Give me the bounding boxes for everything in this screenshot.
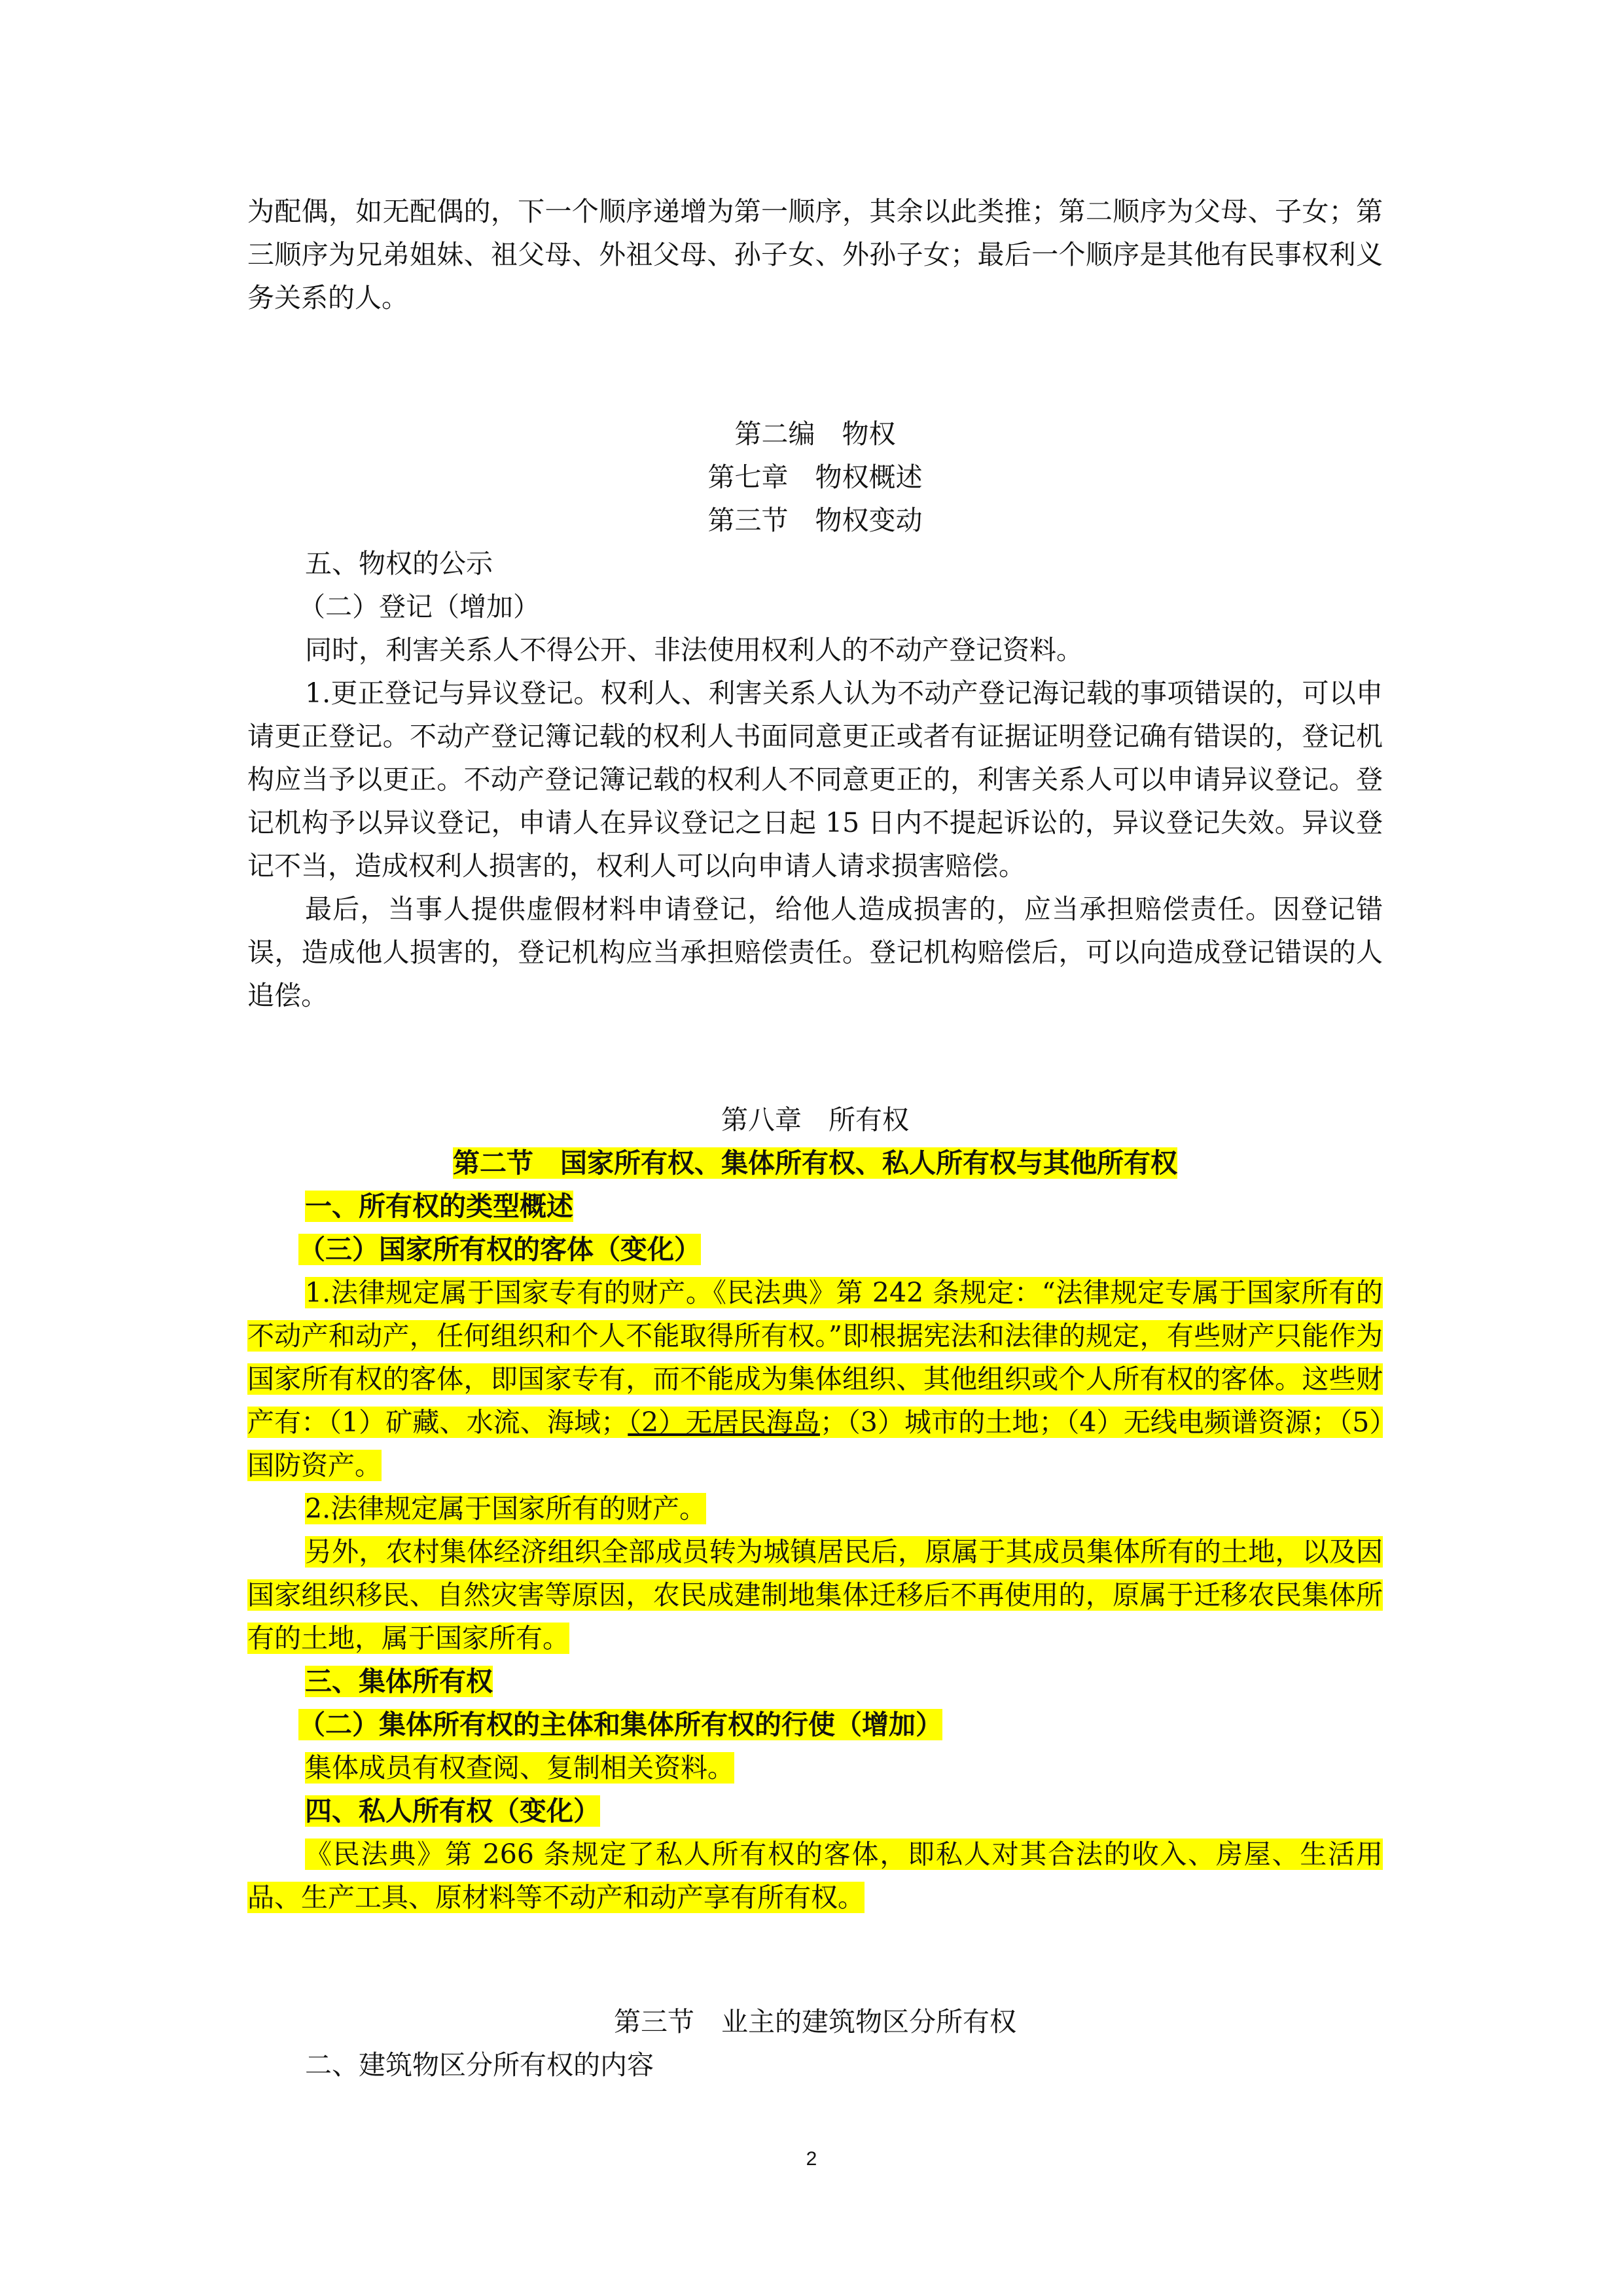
- heading-publicity: 五、物权的公示: [305, 548, 493, 579]
- heading-collective-subject-wrap: [247, 1703, 1383, 1746]
- heading-collective: 三、集体所有权: [305, 1666, 493, 1697]
- section2-title: 第二节 国家所有权、集体所有权、私人所有权与其他所有权: [453, 1147, 1177, 1179]
- intro-paragraph: 为配偶，如无配偶的，下一个顺序递增为第一顺序，其余以此类推；第二顺序为父母、子女；第三顺序为兄弟姐妹、祖父母、外祖父母、孙子女、外孙子女；最后一个顺序是其他有民事权利义务关系的人。: [247, 196, 1383, 314]
- chapter-title: 第七章 物权概述: [707, 461, 923, 493]
- paragraph-state-1-part-a: 1.法律规定属于国家专有的财产。《民法典》第 242 条规定：“法律规定专属于国家所有的不动产和动产，任何组织和个人不能取得所有权。”即根据宪法和法律的规定，有些财产只能作为国家所有权的客体，即国家专有，而不能成为集体组织、其他组织或个人所有权的客体。这些财产有：（1）矿藏、水流、海域；: [247, 1277, 1383, 1438]
- paragraph-state-2: 2.法律规定属于国家所有的财产。: [305, 1493, 707, 1524]
- paragraph-private-wrap: [247, 1833, 1383, 1919]
- paragraph-state-3: 另外，农村集体经济组织全部成员转为城镇居民后，原属于其成员集体所有的土地，以及因国家组织移民、自然灾害等原因，农民成建制地集体迁移后不再使用的，原属于迁移农民集体所有的土地，属于国家所有。: [247, 1536, 1383, 1654]
- section3-title: 第三节 业主的建筑物区分所有权: [614, 2006, 1016, 2037]
- paragraph-state-3-wrap: [247, 1530, 1383, 1660]
- paragraph-state-1-underlined: （2）无居民海岛: [628, 1407, 820, 1438]
- page-number: 2: [806, 2148, 817, 2170]
- heading-state-object-wrap: [247, 1228, 1383, 1271]
- paragraph-collective-wrap: [247, 1746, 1383, 1789]
- paragraph-1: 同时，利害关系人不得公开、非法使用权利人的不动产登记资料。: [305, 634, 1083, 666]
- paragraph-state-2-wrap: [247, 1487, 1383, 1530]
- section-title: 第三节 物权变动: [707, 505, 923, 536]
- chapter8-title: 第八章 所有权: [721, 1104, 909, 1136]
- heading-private: 四、私人所有权（变化）: [305, 1795, 600, 1827]
- section2-title-wrap: [247, 1141, 1383, 1185]
- part-title: 第二编 物权: [734, 418, 896, 450]
- paragraph-private: 《民法典》第 266 条规定了私人所有权的客体，即私人对其合法的收入、房屋、生活用品、生产工具、原材料等不动产和动产享有所有权。: [247, 1839, 1383, 1913]
- heading-collective-wrap: [247, 1660, 1383, 1703]
- paragraph-collective: 集体成员有权查阅、复制相关资料。: [305, 1752, 734, 1784]
- heading-building: 二、建筑物区分所有权的内容: [305, 2049, 654, 2081]
- heading-collective-subject: （二）集体所有权的主体和集体所有权的行使（增加）: [298, 1709, 942, 1740]
- heading-types: 一、所有权的类型概述: [305, 1191, 573, 1222]
- paragraph-3: 最后，当事人提供虚假材料申请登记，给他人造成损害的，应当承担赔偿责任。因登记错误，造成他人损害的，登记机构应当承担赔偿责任。登记机构赔偿后，可以向造成登记错误的人追偿。: [247, 893, 1383, 1011]
- paragraph-state-1-part-b: ；（3）城市的土地；（4）无线电频谱资源；（5）国防资产。: [247, 1407, 1383, 1481]
- heading-private-wrap: [247, 1789, 1383, 1833]
- paragraph-2: 1.更正登记与异议登记。权利人、利害关系人认为不动产登记海记载的事项错误的，可以申请更正登记。不动产登记簿记载的权利人书面同意更正或者有证据证明登记确有错误的，登记机构应当予以更正。不动产登记簿记载的权利人不同意更正的，利害关系人可以申请异议登记。登记机构予以异议登记，申请人在异议登记之日起 15 日内不提起诉讼的，异议登记失效。异议登记不当，造成权利人损害的，权利人可以向申请人请求损害赔偿。: [247, 677, 1383, 882]
- heading-registration: （二）登记（增加）: [298, 591, 540, 622]
- heading-state-object: （三）国家所有权的客体（变化）: [298, 1234, 701, 1265]
- paragraph-state-1: [247, 1271, 1383, 1487]
- heading-types-wrap: [247, 1185, 1383, 1228]
